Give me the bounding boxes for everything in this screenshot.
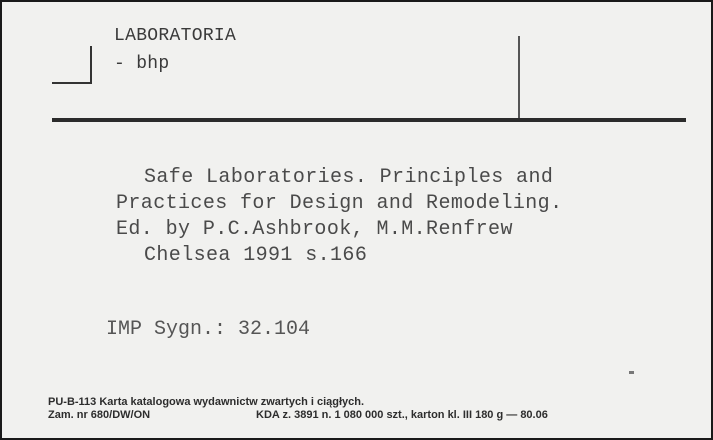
header-rule: [52, 118, 686, 122]
entry-imprint-line: Chelsea 1991 s.166: [144, 244, 368, 267]
entry-editors-line: Ed. by P.C.Ashbrook, M.M.Renfrew: [116, 218, 513, 241]
footer-form-line: PU-B-113 Karta katalogowa wydawnictw zwartych i ciągłych.: [48, 396, 365, 408]
entry-title-line-2: Practices for Design and Remodeling.: [116, 192, 563, 215]
call-number: IMP Sygn.: 32.104: [106, 318, 311, 341]
ink-speck: [629, 371, 634, 374]
subject-subheading: - bhp: [114, 54, 170, 74]
footer-order-number: Zam. nr 680/DW/ON: [48, 409, 151, 421]
footer-print-info: KDA z. 3891 n. 1 080 000 szt., karton kl. III 180 g — 80.06: [256, 409, 548, 421]
header-divider-vertical: [518, 36, 520, 118]
catalog-card: [2, 2, 711, 438]
corner-mark-horizontal: [52, 82, 92, 84]
entry-title-line-1: Safe Laboratories. Principles and: [144, 166, 554, 189]
corner-mark-vertical: [90, 46, 92, 84]
subject-heading: LABORATORIA: [114, 26, 237, 46]
